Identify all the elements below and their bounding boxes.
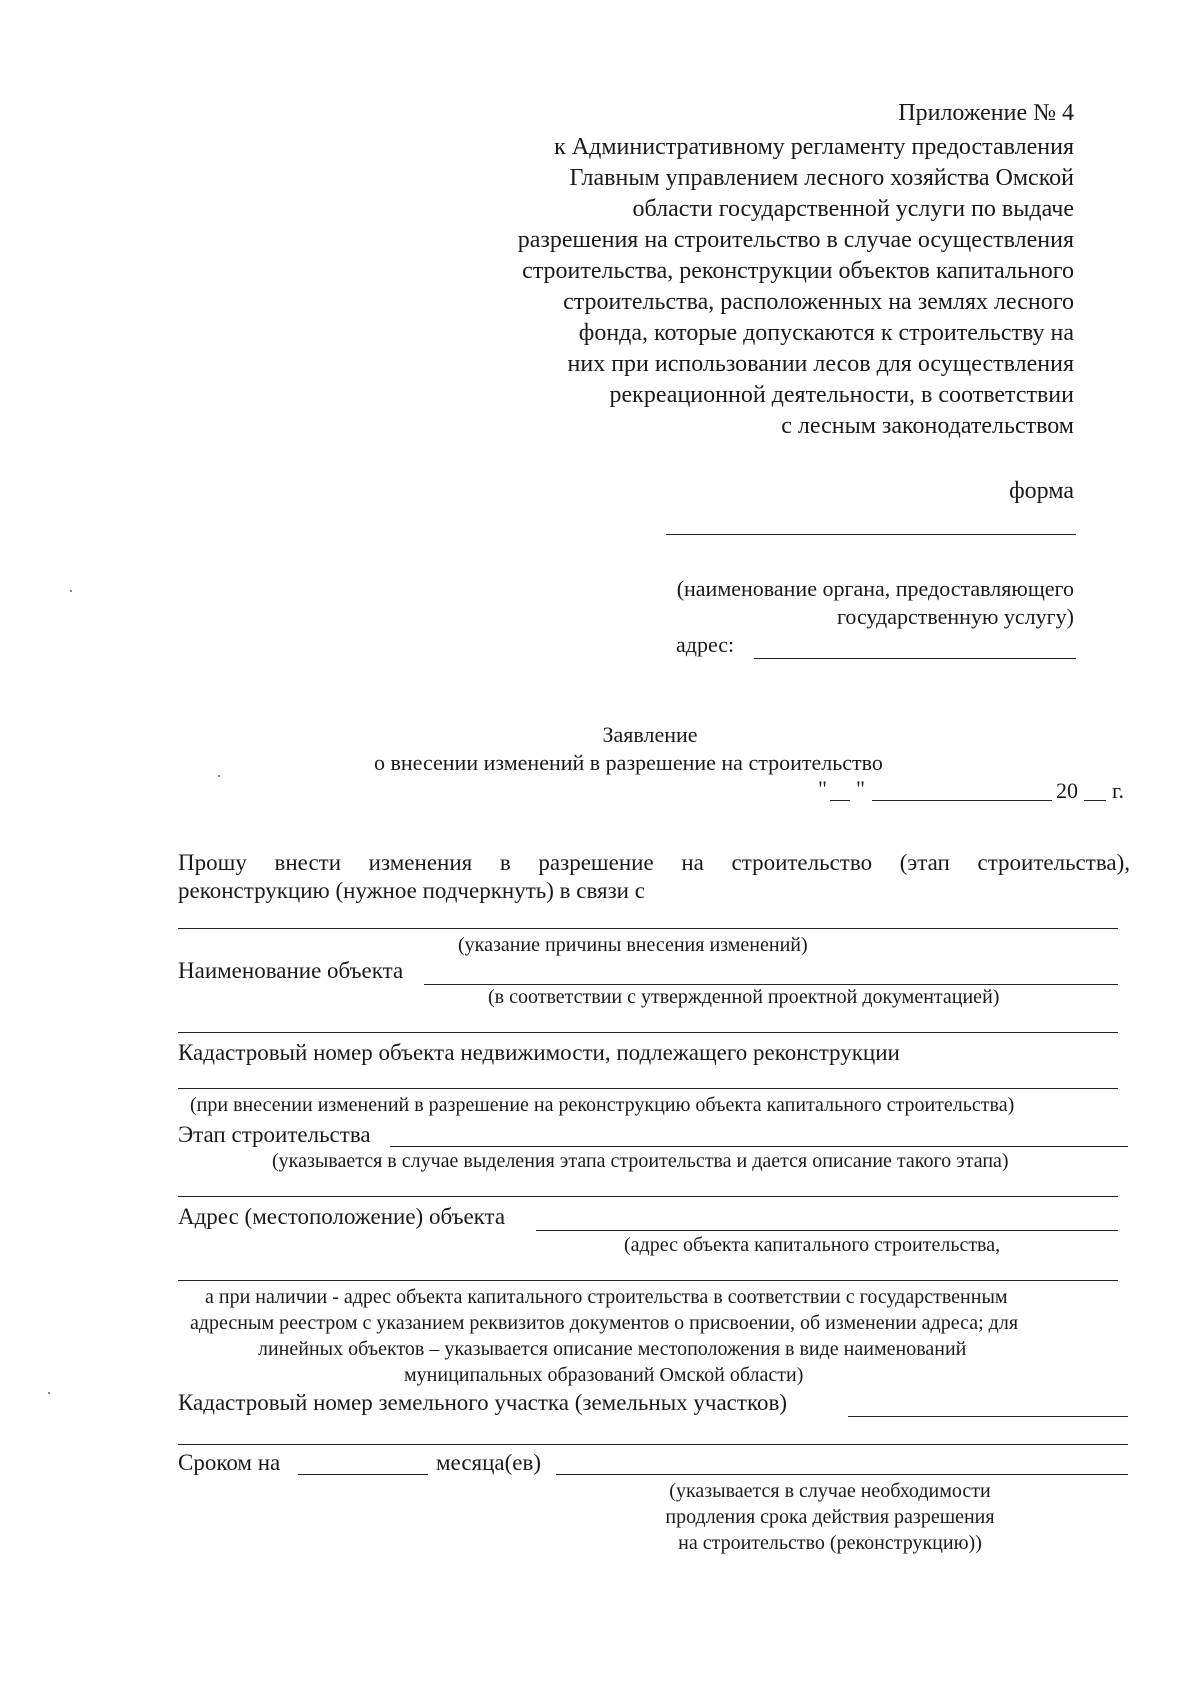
document-title: Заявление	[602, 722, 698, 747]
cadastral-land-field-2[interactable]	[178, 1444, 1128, 1445]
date-year-prefix: 20	[1056, 778, 1078, 803]
date-close-quote: "	[856, 776, 865, 801]
recipient-address-field[interactable]	[754, 658, 1076, 659]
address-object-field-2[interactable]	[178, 1280, 1118, 1281]
scan-speck	[218, 775, 220, 777]
appendix-title: Приложение № 4	[898, 100, 1074, 126]
appendix-line: строительства, реконструкции объектов капитального	[522, 258, 1074, 284]
appendix-line: к Административному регламенту предоставления	[554, 134, 1074, 160]
address-hint: муниципальных образований Омской области)	[404, 1364, 804, 1386]
address-label: адрес:	[676, 632, 735, 657]
stage-hint: (указывается в случае выделения этапа строительства и дается описание такого этапа)	[272, 1150, 1009, 1172]
term-months-label: месяца(ев)	[436, 1450, 542, 1475]
request-text: реконструкцию (нужное подчеркнуть) в связи с	[178, 878, 645, 903]
cadastral-land-label: Кадастровый номер земельного участка (земельных участков)	[178, 1390, 787, 1415]
recipient-name-field[interactable]	[666, 534, 1076, 535]
address-object-label: Адрес (местоположение) объекта	[178, 1204, 506, 1229]
appendix-line: с лесным законодательством	[781, 413, 1074, 439]
appendix-line: них при использовании лесов для осуществления	[567, 351, 1074, 377]
appendix-line: разрешения на строительство в случае осуществления	[517, 227, 1074, 253]
cadastral-object-hint: (при внесении изменений в разрешение на реконструкцию объекта капитального строительства)	[190, 1094, 1015, 1116]
cadastral-object-label: Кадастровый номер объекта недвижимости, подлежащего реконструкции	[178, 1040, 900, 1065]
reason-hint: (указание причины внесения изменений)	[458, 934, 808, 956]
object-name-field[interactable]	[424, 984, 1118, 985]
stage-field-2[interactable]	[178, 1196, 1118, 1197]
address-hint: линейных объектов – указывается описание местоположения в виде наименований	[258, 1338, 967, 1360]
address-hint: адресным реестром с указанием реквизитов документов о присвоении, об изменении адреса; для	[190, 1312, 1019, 1334]
recipient-caption: государственную услугу)	[836, 604, 1074, 629]
appendix-line: рекреационной деятельности, в соответствии	[609, 382, 1074, 408]
address-hint: а при наличии - адрес объекта капитального строительства в соответствии с государственным	[205, 1286, 1008, 1308]
scan-speck	[70, 590, 72, 592]
document-subtitle: о внесении изменений в разрешение на строительство	[374, 750, 883, 775]
appendix-line: фонда, которые допускаются к строительству на	[578, 320, 1074, 346]
date-year-field[interactable]	[1084, 800, 1106, 801]
term-hint: на строительство (реконструкцию))	[678, 1532, 982, 1554]
cadastral-land-field[interactable]	[848, 1416, 1128, 1417]
recipient-caption: (наименование органа, предоставляющего	[676, 576, 1074, 601]
request-text: Прошу внести изменения в разрешение на строительство (этап строительства),	[178, 850, 1130, 875]
date-open-quote: "	[818, 776, 827, 801]
appendix-line: области государственной услуги по выдаче	[632, 196, 1074, 222]
object-name-field-2[interactable]	[178, 1032, 1118, 1033]
cadastral-object-field[interactable]	[178, 1088, 1118, 1089]
appendix-line: строительства, расположенных на землях лесного	[563, 289, 1074, 315]
term-hint: (указывается в случае необходимости	[669, 1480, 991, 1502]
object-name-hint: (в соответствии с утвержденной проектной документацией)	[488, 986, 1000, 1008]
form-label: форма	[1009, 478, 1074, 504]
term-label: Сроком на	[178, 1450, 281, 1475]
term-reason-field[interactable]	[556, 1474, 1128, 1475]
stage-label: Этап строительства	[178, 1122, 371, 1147]
term-months-field[interactable]	[298, 1474, 428, 1475]
stage-field[interactable]	[390, 1146, 1128, 1147]
address-object-field[interactable]	[536, 1230, 1118, 1231]
object-name-label: Наименование объекта	[178, 958, 404, 983]
term-hint: продления срока действия разрешения	[665, 1506, 995, 1528]
address-hint: (адрес объекта капитального строительства,	[624, 1234, 1001, 1256]
scan-speck	[48, 1392, 50, 1394]
reason-field[interactable]	[178, 928, 1118, 929]
date-month-field[interactable]	[872, 800, 1052, 801]
appendix-line: Главным управлением лесного хозяйства Омской	[569, 165, 1074, 191]
date-day-field[interactable]	[830, 800, 850, 801]
date-year-suffix: г.	[1112, 778, 1125, 803]
